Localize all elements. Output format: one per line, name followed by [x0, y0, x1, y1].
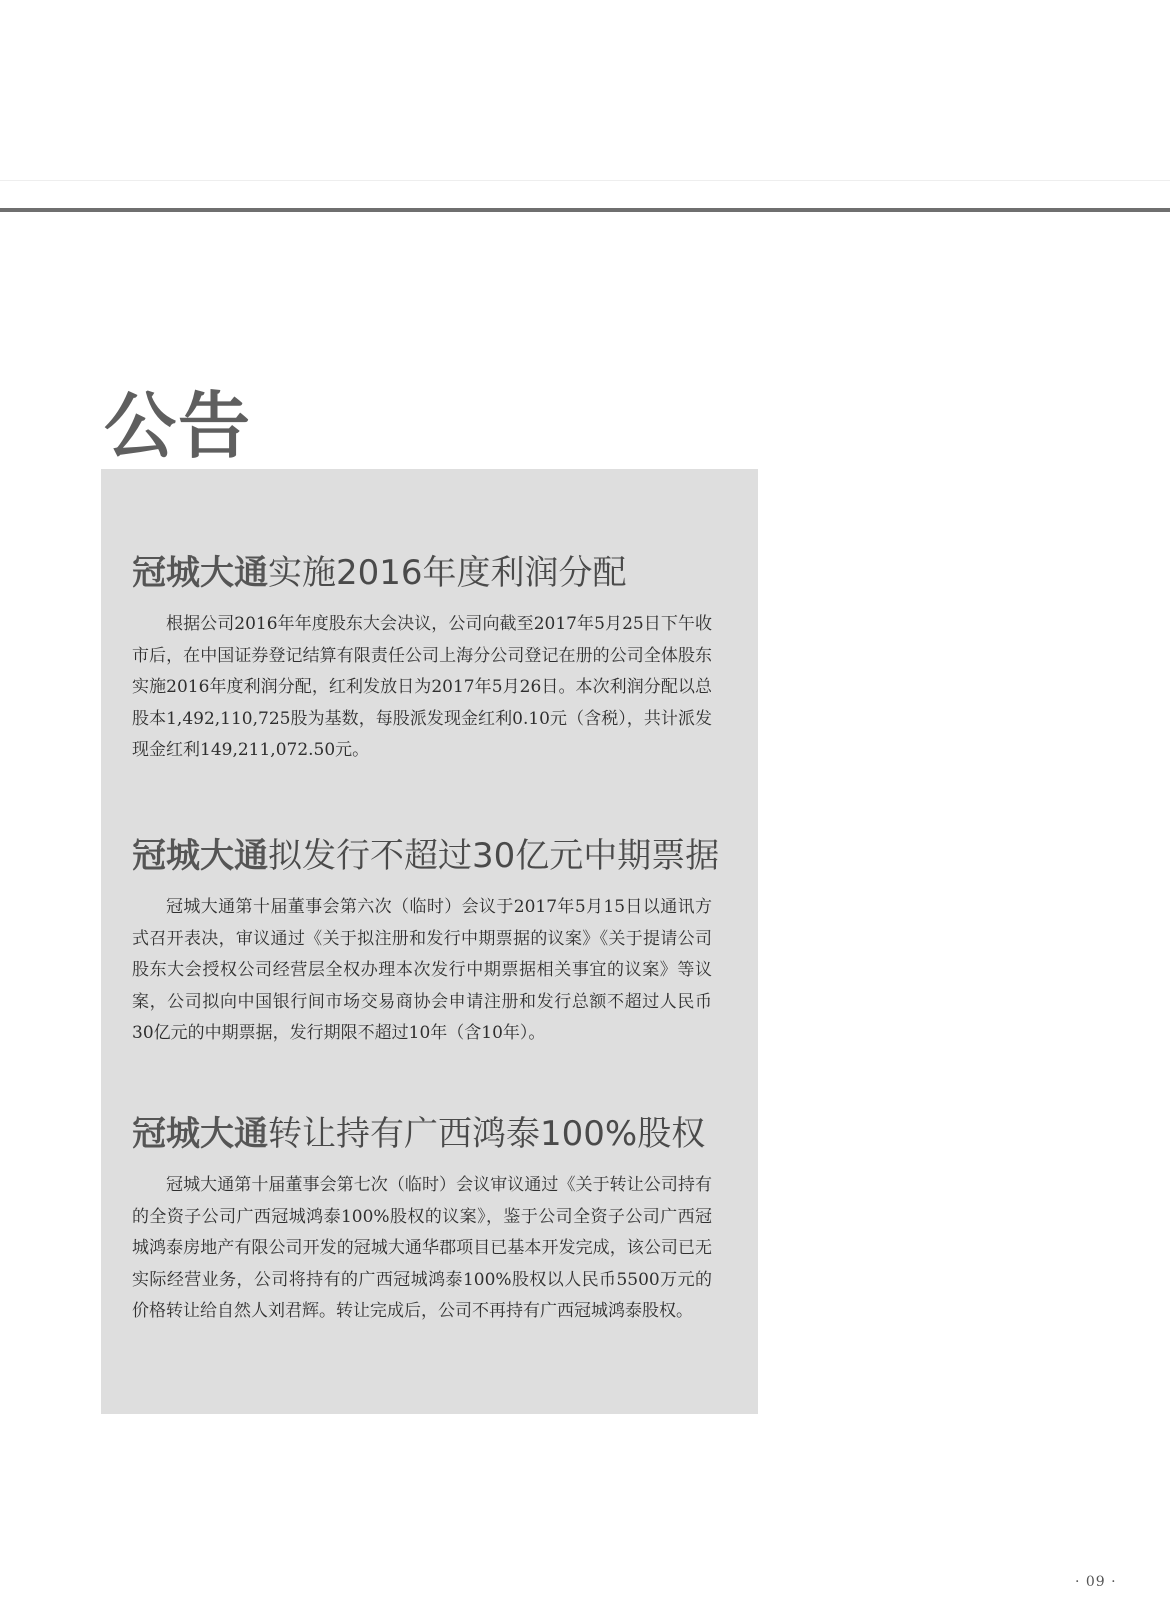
- announcement-panel: [101, 469, 758, 1414]
- article-brand: 冠城大通: [132, 836, 268, 876]
- article-brand: 冠城大通: [132, 1114, 268, 1154]
- article-equity-transfer: [132, 1112, 712, 1328]
- article-headline-text: 拟发行不超过30亿元中期票据: [268, 836, 720, 876]
- article-brand: 冠城大通: [132, 553, 268, 593]
- article-headline-text: 实施2016年度利润分配: [268, 553, 627, 593]
- article-headline: [132, 834, 720, 878]
- article-body: 冠城大通第十届董事会第七次（临时）会议审议通过《关于转让公司持有的全资子公司广西冠城鸿泰100%股权的议案》，鉴于公司全资子公司广西冠城鸿泰房地产有限公司开发的冠城大通华郡项目已基本开发完成，该公司已无实际经营业务，公司将持有的广西冠城鸿泰100%股权以人民币5500万元的价格转让给自然人刘君辉。转让完成后，公司不再持有广西冠城鸿泰股权。: [132, 1175, 712, 1321]
- header-rule: [0, 208, 1170, 212]
- page-number: · 09 ·: [1075, 1574, 1117, 1590]
- article-profit-distribution: [132, 551, 712, 767]
- article-headline-text: 转让持有广西鸿泰100%股权: [268, 1114, 706, 1154]
- article-medium-term-notes: [132, 834, 720, 1050]
- article-headline: [132, 1112, 712, 1156]
- article-headline: [132, 551, 712, 595]
- section-title: 公告: [104, 384, 253, 468]
- header-thin-line: [0, 180, 1170, 181]
- article-body: 根据公司2016年年度股东大会决议，公司向截至2017年5月25日下午收市后，在中国证券登记结算有限责任公司上海分公司登记在册的公司全体股东实施2016年度利润分配，红利发放日为2017年5月26日。本次利润分配以总股本1,492,110,725股为基数，每股派发现金红利0.10元（含税），共计派发现金红利149,211,072.50元。: [132, 614, 712, 760]
- article-body: 冠城大通第十届董事会第六次（临时）会议于2017年5月15日以通讯方式召开表决，审议通过《关于拟注册和发行中期票据的议案》《关于提请公司股东大会授权公司经营层全权办理本次发行中期票据相关事宜的议案》等议案，公司拟向中国银行间市场交易商协会申请注册和发行总额不超过人民币30亿元的中期票据，发行期限不超过10年（含10年）。: [132, 897, 712, 1043]
